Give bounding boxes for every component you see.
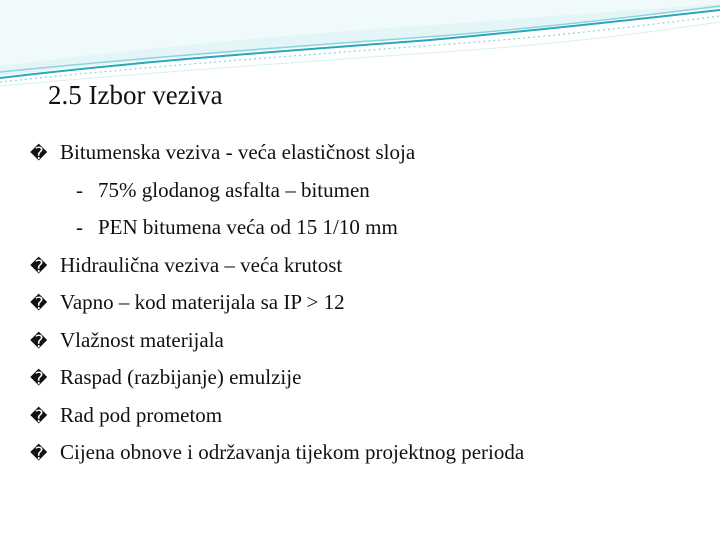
sub-list-item-text: 75% glodanog asfalta – bitumen xyxy=(98,177,370,202)
bullet-list xyxy=(30,134,710,472)
bullet-icon: � xyxy=(30,144,48,164)
bullet-icon: � xyxy=(30,406,48,427)
list-item xyxy=(30,284,710,322)
slide-title: 2.5 Izbor veziva xyxy=(48,80,223,110)
sub-list-item xyxy=(30,172,710,210)
list-item-text: Vlažnost materijala xyxy=(60,327,224,352)
list-item xyxy=(30,434,710,472)
sub-list-item-text: PEN bitumena veća od 15 1/10 mm xyxy=(98,215,398,239)
bullet-icon: � xyxy=(30,256,48,277)
list-item xyxy=(30,247,710,285)
list-item-text: Bitumenska veziva - veća elastičnost sloja xyxy=(60,140,416,164)
list-item xyxy=(30,359,710,397)
bullet-icon: � xyxy=(30,294,48,314)
list-item-text: Rad pod prometom xyxy=(60,402,223,427)
bullet-icon: � xyxy=(30,331,48,352)
list-item xyxy=(30,134,710,172)
sub-list-item xyxy=(30,209,710,247)
list-item xyxy=(30,397,710,435)
list-item xyxy=(30,322,710,360)
list-item-text: Hidraulična veziva – veća krutost xyxy=(60,252,343,277)
header-wave-decoration xyxy=(0,0,720,90)
dash-icon: - xyxy=(76,177,83,202)
dash-icon: - xyxy=(76,215,83,239)
list-item-text: Vapno – kod materijala sa IP > 12 xyxy=(60,290,345,314)
bullet-icon: � xyxy=(30,369,48,389)
list-item-text: Raspad (razbijanje) emulzije xyxy=(60,365,302,389)
bullet-icon: � xyxy=(30,444,48,464)
list-item-text: Cijena obnove i održavanja tijekom projektnog perioda xyxy=(60,440,525,464)
